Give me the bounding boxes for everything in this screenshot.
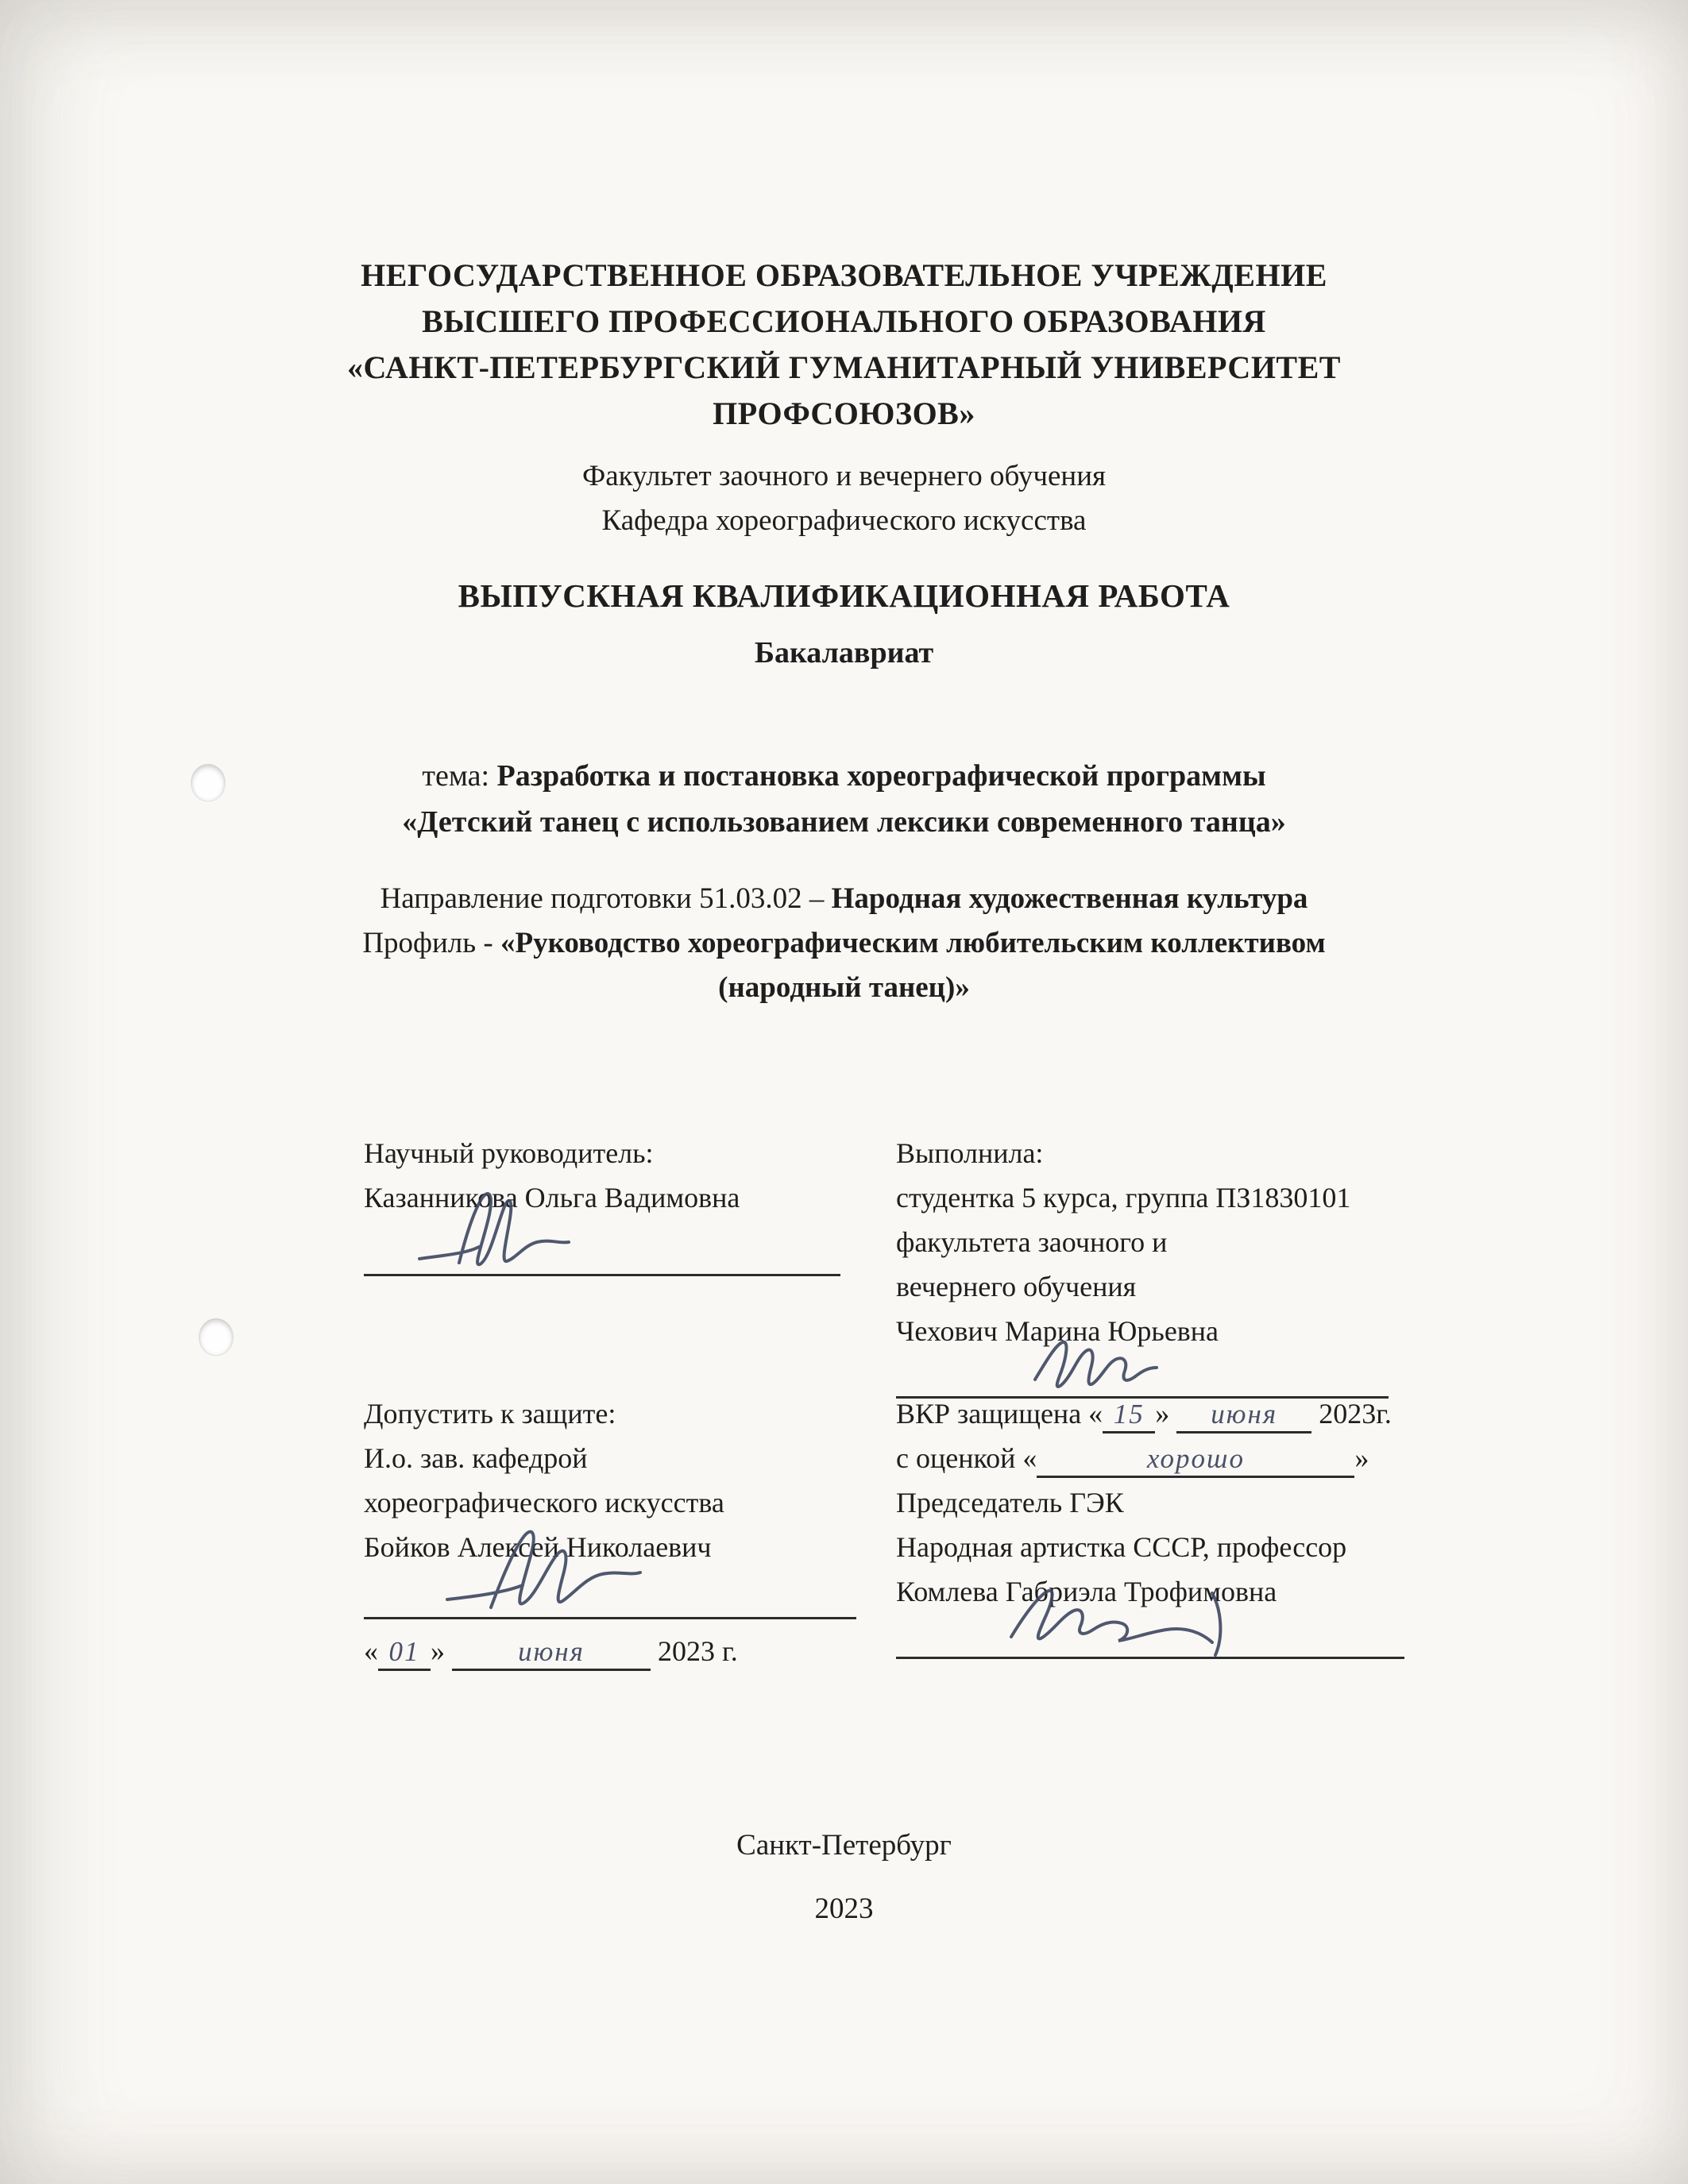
direction-value: Народная художественная культура (831, 882, 1308, 915)
admission-line-3: хореографического искусства (364, 1487, 724, 1518)
topic-line-2: «Детский танец с использованием лексики современного танца» (402, 805, 1286, 839)
degree-title: Бакалавриат (754, 636, 934, 669)
grade-suffix: » (1354, 1442, 1369, 1474)
student-name: Чехович Марина Юрьевна (896, 1315, 1219, 1347)
footer-year: 2023 (814, 1893, 874, 1925)
grade-line (896, 1436, 1468, 1480)
admission-date-month: июня (518, 1636, 585, 1667)
student-block (896, 1131, 1452, 1399)
admission-name: Бойков Алексей Николаевич (364, 1531, 712, 1563)
advisor-label: Научный руководитель: (364, 1137, 654, 1169)
grade-field (1037, 1441, 1354, 1478)
chairman-line-2: Народная артистка СССР, профессор (896, 1531, 1347, 1563)
profile-line-1 (32, 921, 1656, 966)
admission-date-year: 2023 г. (658, 1635, 738, 1667)
student-line-2: факультета заочного и (896, 1226, 1168, 1258)
admission-block (364, 1391, 888, 1673)
profile-line-2: (народный танец)» (718, 971, 970, 1004)
topic-label: тема: (422, 759, 490, 793)
admission-date-day: 01 (388, 1636, 420, 1667)
direction-label: Направление подготовки 51.03.02 – (380, 882, 825, 915)
advisor-block (364, 1131, 872, 1276)
student-line-1: студентка 5 курса, группа ПЗ1830101 (896, 1182, 1351, 1214)
footer-city: Санкт-Петербург (736, 1829, 952, 1862)
topic-text-1: Разработка и постановка хореографической программы (496, 759, 1266, 793)
defense-day-close-quote: » (1155, 1398, 1170, 1430)
hole-punch-bottom (199, 1318, 234, 1356)
direction-line (32, 877, 1656, 921)
chairman-line-1: Председатель ГЭК (896, 1487, 1124, 1518)
profile-label: Профиль - (362, 927, 493, 959)
chairman-name: Комлева Габриэла Трофимовна (896, 1576, 1277, 1607)
university-line-3: «САНКТ-ПЕТЕРБУРГСКИЙ ГУМАНИТАРНЫЙ УНИВЕРСИТЕТ (347, 349, 1341, 385)
admission-date-line (364, 1629, 888, 1673)
direction-block (32, 877, 1656, 1010)
footer-block (32, 1823, 1656, 1931)
student-line-3: вечернего обучения (896, 1271, 1137, 1302)
defense-year: 2023г. (1319, 1398, 1392, 1430)
defense-month: июня (1211, 1399, 1278, 1430)
defense-day: 15 (1113, 1399, 1145, 1430)
advisor-signature-line (364, 1237, 840, 1276)
topic-block (32, 753, 1656, 845)
department-line: Кафедра хореографического искусства (601, 504, 1087, 537)
university-line-2: ВЫСШЕГО ПРОФЕССИОНАЛЬНОГО ОБРАЗОВАНИЯ (422, 303, 1266, 339)
admission-date-month-field (452, 1634, 651, 1671)
admission-signature-line (364, 1580, 856, 1619)
defense-date-line (896, 1391, 1468, 1436)
grade-prefix: с оценкой « (896, 1442, 1037, 1474)
admission-date-open-quote: « (364, 1635, 378, 1667)
defense-month-field (1176, 1397, 1311, 1433)
chairman-signature-line (896, 1620, 1404, 1659)
work-type-title: ВЫПУСКНАЯ КВАЛИФИКАЦИОННАЯ РАБОТА (458, 577, 1230, 614)
defense-block (896, 1391, 1468, 1659)
university-line-4: ПРОФСОЮЗОВ» (713, 396, 975, 431)
admission-line-1: Допустить к защите: (364, 1398, 616, 1430)
defense-day-field (1103, 1397, 1155, 1433)
faculty-line: Факультет заочного и вечернего обучения (581, 460, 1107, 492)
grade-value: хорошо (1146, 1443, 1245, 1474)
admission-line-2: И.о. зав. кафедрой (364, 1442, 588, 1474)
university-header (32, 253, 1656, 437)
admission-date-day-field (378, 1634, 431, 1671)
profile-value-1: «Руководство хореографическим любительским коллективом (500, 927, 1326, 959)
admission-date-close-quote: » (431, 1635, 445, 1667)
university-line-1: НЕГОСУДАРСТВЕННОЕ ОБРАЗОВАТЕЛЬНОЕ УЧРЕЖДЕНИЕ (361, 257, 1327, 293)
defense-prefix: ВКР защищена « (896, 1398, 1103, 1430)
topic-line-1 (32, 753, 1656, 799)
advisor-name: Казанникова Ольга Вадимовна (364, 1182, 740, 1214)
faculty-block (32, 454, 1656, 543)
student-label: Выполнила: (896, 1137, 1044, 1169)
